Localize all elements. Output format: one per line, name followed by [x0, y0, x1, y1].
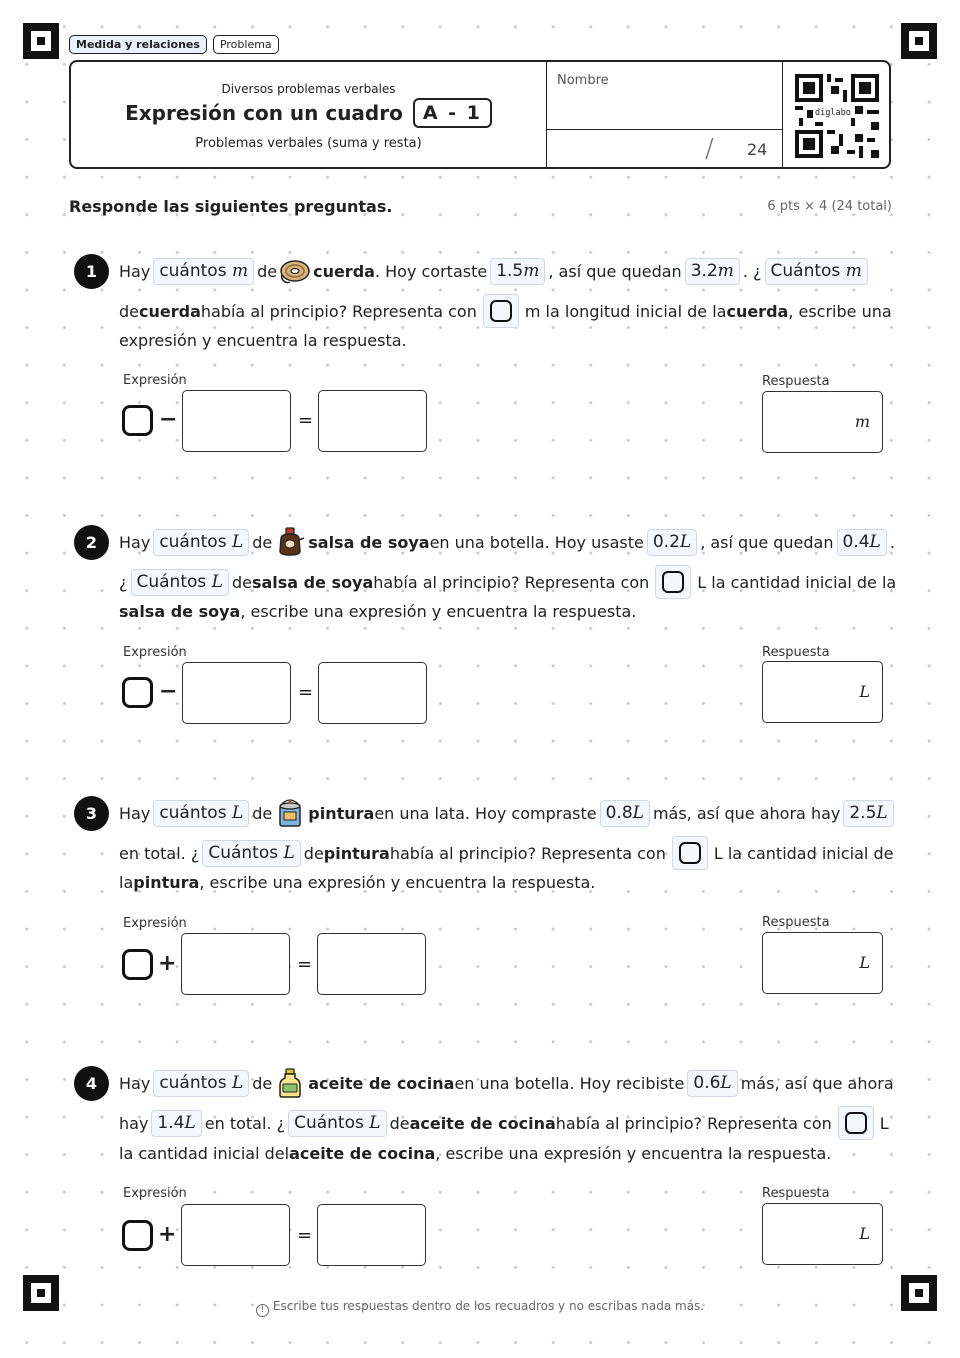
item-name: pintura	[133, 873, 200, 892]
score-field[interactable]	[547, 130, 782, 167]
answer-box[interactable]	[762, 932, 883, 994]
answer-unit: L	[859, 682, 870, 701]
text: , escribe una expresión y encuentra la respuesta.	[240, 602, 637, 621]
square-symbol-icon	[122, 1220, 153, 1251]
unknown-chip: cuántos L	[153, 529, 249, 556]
text: m la longitud inicial de la	[524, 301, 727, 321]
answer-label: Respuesta	[762, 915, 830, 930]
text: , así que quedan	[548, 261, 682, 281]
problem-text-line	[119, 1068, 894, 1098]
expression-label: Expresión	[123, 373, 187, 388]
text: la	[119, 873, 134, 892]
registration-mark-top-right	[901, 23, 937, 59]
text: había al principio? Representa con	[555, 1113, 832, 1133]
worksheet-header	[69, 60, 891, 169]
tag-topic: Medida y relaciones	[69, 35, 207, 54]
equals-sign: =	[297, 954, 313, 975]
text: de	[231, 572, 252, 592]
value-chip: 0.8L	[600, 800, 650, 827]
operator: +	[158, 1222, 177, 1247]
problem-text-line	[119, 527, 895, 557]
text: de	[252, 532, 273, 552]
answer-unit: m	[854, 412, 870, 431]
text: . ¿	[742, 261, 762, 281]
text: , escribe una	[788, 301, 892, 321]
answer-label: Respuesta	[762, 645, 830, 660]
score-total: 24	[747, 140, 768, 159]
registration-mark-top-left	[23, 23, 59, 59]
text: había al principio? Representa con	[200, 301, 477, 321]
unknown-chip: Cuántos L	[202, 840, 300, 867]
text: expresión y encuentra la respuesta.	[119, 331, 407, 350]
answer-unit: L	[859, 1224, 870, 1243]
expression-box[interactable]	[181, 933, 290, 995]
text: , escribe una expresión y encuentra la respuesta.	[435, 1144, 832, 1163]
warning-icon: !	[256, 1304, 269, 1317]
instructions: Responde las siguientes preguntas.	[69, 197, 393, 216]
text: de	[389, 1113, 410, 1133]
expression-label: Expresión	[123, 1186, 187, 1201]
soy-sauce-icon	[273, 527, 307, 557]
square-symbol-icon	[483, 294, 519, 328]
problem-number: 4	[74, 1066, 109, 1101]
item-name: cuerda	[139, 301, 201, 321]
text: la cantidad inicial del	[119, 1144, 290, 1163]
value-chip: 0.4L	[837, 529, 887, 556]
equals-sign: =	[298, 682, 314, 703]
square-symbol-icon	[122, 405, 153, 436]
problem-number: 1	[74, 254, 109, 289]
unknown-chip: Cuántos L	[288, 1110, 386, 1137]
unknown-chip: cuántos L	[153, 800, 249, 827]
item-name: pintura	[308, 803, 375, 823]
answer-box[interactable]	[762, 1203, 883, 1265]
item-name: aceite de cocina	[409, 1113, 556, 1133]
item-name: cuerda	[726, 301, 789, 321]
expression-box[interactable]	[182, 662, 291, 724]
item-name: pintura	[323, 843, 390, 863]
value-chip: 0.6L	[687, 1070, 737, 1097]
square-symbol-icon	[655, 565, 691, 599]
text: de	[252, 1073, 273, 1093]
unknown-chip: Cuántos L	[131, 569, 229, 596]
text: L	[879, 1113, 889, 1133]
value-chip: 2.5L	[843, 800, 893, 827]
item-name: cuerda	[313, 261, 375, 281]
operator: −	[159, 679, 178, 704]
problem-number: 2	[74, 525, 109, 560]
operator: −	[159, 407, 178, 432]
header-subtitle: Problemas verbales (suma y resta)	[195, 136, 422, 151]
text: más, así que ahora	[740, 1073, 894, 1093]
problem-text-line	[119, 565, 896, 599]
text: en una botella. Hoy usaste	[429, 532, 644, 552]
header-title-block	[71, 62, 546, 167]
expression-label: Expresión	[123, 645, 187, 660]
equals-sign: =	[297, 1225, 313, 1246]
text: de	[303, 843, 324, 863]
text: .	[889, 532, 895, 552]
rope-icon	[278, 256, 312, 286]
result-box[interactable]	[317, 933, 426, 995]
problem-text-line	[119, 294, 892, 328]
item-name: aceite de cocina	[289, 1144, 436, 1163]
unknown-chip: cuántos m	[153, 258, 254, 285]
equals-sign: =	[298, 410, 314, 431]
text: L la cantidad inicial de la	[697, 572, 897, 592]
operator: +	[158, 951, 177, 976]
text: de	[257, 261, 278, 281]
problem-text-line	[119, 836, 893, 870]
footer-note	[0, 1299, 960, 1317]
value-chip: 3.2m	[685, 258, 740, 285]
expression-box[interactable]	[182, 390, 291, 452]
answer-box[interactable]	[762, 661, 883, 723]
problem-text-line	[119, 256, 871, 286]
value-chip: 1.4L	[151, 1110, 201, 1137]
footer-text: Escribe tus respuestas dentro de los recuadros y no escribas nada más.	[272, 1299, 705, 1313]
worksheet-code: A - 1	[413, 98, 492, 128]
result-box[interactable]	[318, 662, 427, 724]
text: había al principio? Representa con	[389, 843, 666, 863]
text: , escribe una expresión y encuentra la respuesta.	[199, 873, 596, 892]
text: L la cantidad inicial de	[713, 843, 894, 863]
tag-type: Problema	[213, 35, 279, 54]
text: , así que quedan	[700, 532, 834, 552]
item-name: salsa de soya	[251, 572, 374, 592]
text: en una botella. Hoy recibiste	[454, 1073, 685, 1093]
unknown-chip: cuántos L	[153, 1070, 249, 1097]
unknown-chip: Cuántos m	[765, 258, 868, 285]
result-box[interactable]	[317, 1204, 426, 1266]
qr-block	[782, 62, 889, 167]
text: ¿	[119, 572, 128, 592]
text: Hay	[119, 532, 151, 552]
name-field[interactable]	[547, 62, 782, 130]
square-symbol-icon	[672, 836, 708, 870]
item-name: aceite de cocina	[308, 1073, 455, 1093]
text: . Hoy cortaste	[374, 261, 488, 281]
value-chip: 0.2L	[647, 529, 697, 556]
problem-text-line	[119, 331, 407, 350]
text: de	[252, 803, 273, 823]
problem-text-line	[119, 602, 636, 621]
answer-unit: L	[859, 953, 870, 972]
text: más, así que ahora hay	[652, 803, 841, 823]
square-symbol-icon	[122, 677, 153, 708]
answer-label: Respuesta	[762, 374, 830, 389]
text: Hay	[119, 803, 151, 823]
square-symbol-icon	[122, 949, 153, 980]
answer-box[interactable]	[762, 391, 883, 453]
square-symbol-icon	[838, 1106, 874, 1140]
text: hay	[119, 1113, 149, 1133]
text: Hay	[119, 261, 151, 281]
expression-label: Expresión	[123, 916, 187, 931]
name-label: Nombre	[557, 73, 609, 88]
problem-text-line	[119, 1106, 889, 1140]
result-box[interactable]	[318, 390, 427, 452]
text: de	[119, 301, 139, 321]
item-name: salsa de soya	[119, 602, 241, 621]
text: había al principio? Representa con	[373, 572, 650, 592]
tag-list	[69, 35, 279, 54]
problem-text-line	[119, 1144, 831, 1163]
header-student-block	[546, 62, 782, 167]
problem-text-line	[119, 798, 897, 828]
expression-box[interactable]	[181, 1204, 290, 1266]
page-title: Expresión con un cuadro	[125, 101, 403, 125]
paint-can-icon	[273, 798, 307, 828]
qr-label: diglabo	[815, 108, 851, 118]
text: en total. ¿	[204, 1113, 286, 1133]
score-slash: /	[705, 134, 714, 164]
item-name: salsa de soya	[308, 532, 430, 552]
text: Hay	[119, 1073, 151, 1093]
points-summary: 6 pts × 4 (24 total)	[767, 199, 892, 214]
text: en una lata. Hoy compraste	[374, 803, 597, 823]
answer-label: Respuesta	[762, 1186, 830, 1201]
header-category: Diversos problemas verbales	[221, 82, 396, 96]
problem-number: 3	[74, 796, 109, 831]
text: en total. ¿	[119, 843, 200, 863]
value-chip: 1.5m	[490, 258, 545, 285]
oil-bottle-icon	[273, 1068, 307, 1098]
problem-text-line	[119, 873, 595, 892]
